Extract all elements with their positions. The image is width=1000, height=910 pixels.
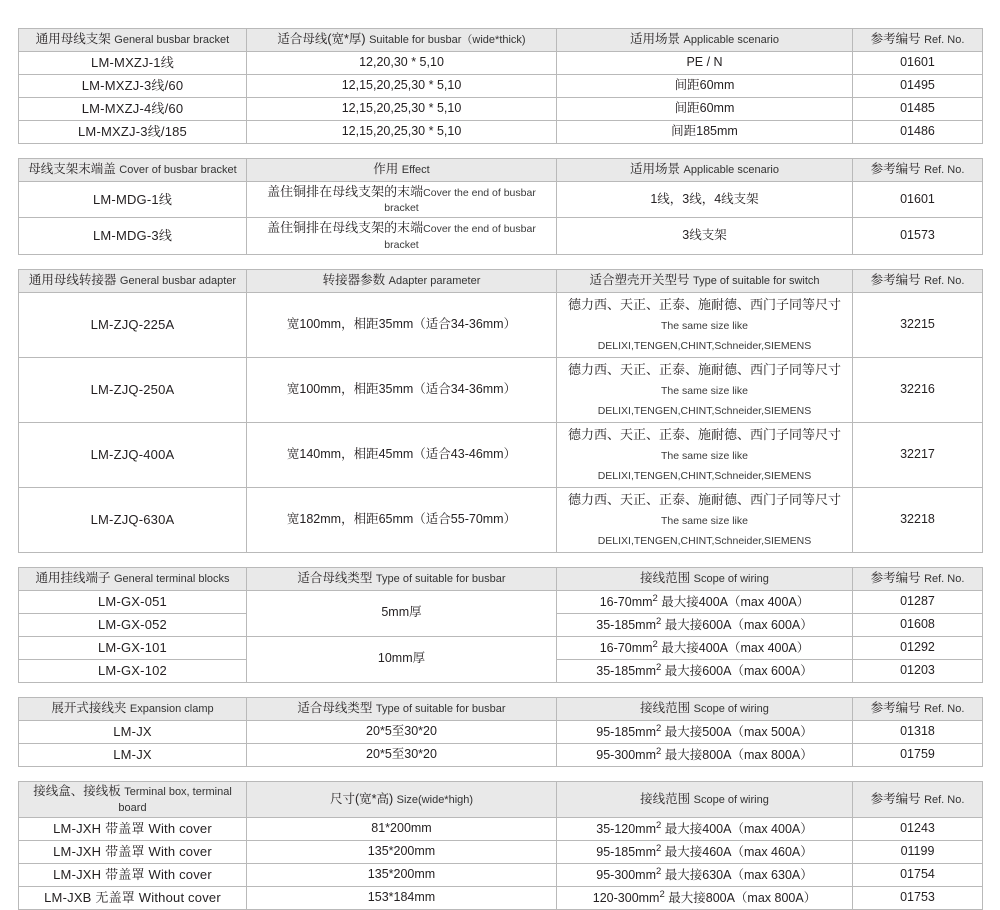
cell-scope: $120-300mm^2$ 最大接800A（max 800A） <box>557 887 853 910</box>
header-cell-ref: 参考编号 Ref. No. <box>853 269 983 292</box>
table-row <box>19 887 983 910</box>
table-row <box>19 720 983 743</box>
cell-model: LM-ZJQ-225A <box>19 292 247 357</box>
cell-model: LM-JXH 带盖罩 With cover <box>19 864 247 887</box>
header-cell-ref: 参考编号 Ref. No. <box>853 697 983 720</box>
cell-spec: 12,15,20,25,30 * 5,10 <box>247 98 557 121</box>
cell-ref: 01292 <box>853 636 983 659</box>
cell-ref: 01601 <box>853 52 983 75</box>
cell-model: LM-GX-052 <box>19 613 247 636</box>
cell-ref: 32215 <box>853 292 983 357</box>
table-general-busbar-bracket <box>18 28 983 144</box>
cell-scenario: 间距60mm <box>557 98 853 121</box>
header-cell-ref: 参考编号 Ref. No. <box>853 781 983 818</box>
table-row <box>19 218 983 254</box>
header-cell-size: 尺寸(宽*高) Size(wide*high) <box>247 781 557 818</box>
header-cell-scope: 接线范围 Scope of wiring <box>557 781 853 818</box>
cell-scenario: 3线支架 <box>557 218 853 254</box>
table-row <box>19 841 983 864</box>
section-gap <box>18 767 982 781</box>
cell-spec: 12,20,30 * 5,10 <box>247 52 557 75</box>
cell-ref: 01486 <box>853 121 983 144</box>
cell-scope: $35-120mm^2$ 最大接400A（max 400A） <box>557 818 853 841</box>
cell-ref: 01754 <box>853 864 983 887</box>
cell-scope: $35-185mm^2$ 最大接600A（max 600A） <box>557 613 853 636</box>
table-row <box>19 182 983 218</box>
cell-parameter: 宽100mm，相距35mm（适合34-36mm） <box>247 357 557 422</box>
header-cell-busbar-type: 适合母线类型 Type of suitable for busbar <box>247 567 557 590</box>
cell-size: 135*200mm <box>247 841 557 864</box>
cell-busbar-type: 10mm厚 <box>247 636 557 682</box>
table-row <box>19 743 983 766</box>
cell-model: LM-GX-051 <box>19 590 247 613</box>
header-cell-model: 展开式接线夹 Expansion clamp <box>19 697 247 720</box>
section-gap <box>18 553 982 567</box>
cell-scope: $95-300mm^2$ 最大接630A（max 630A） <box>557 864 853 887</box>
cell-spec: 12,15,20,25,30 * 5,10 <box>247 75 557 98</box>
cell-ref: 01243 <box>853 818 983 841</box>
table-header-row <box>19 697 983 720</box>
cell-model: LM-JXH 带盖罩 With cover <box>19 818 247 841</box>
section-gap <box>18 683 982 697</box>
cell-ref: 01203 <box>853 659 983 682</box>
header-cell-switch-type: 适合塑壳开关型号 Type of suitable for switch <box>557 269 853 292</box>
table-cover-of-busbar-bracket <box>18 158 983 255</box>
header-cell-ref: 参考编号 Ref. No. <box>853 159 983 182</box>
table-row <box>19 864 983 887</box>
cell-ref: 01573 <box>853 218 983 254</box>
table-row <box>19 487 983 552</box>
section-gap <box>18 144 982 158</box>
table-row <box>19 357 983 422</box>
cell-model: LM-MXZJ-3线/185 <box>19 121 247 144</box>
cell-size: 135*200mm <box>247 864 557 887</box>
cell-size: 81*200mm <box>247 818 557 841</box>
cell-busbar-type: 5mm厚 <box>247 590 557 636</box>
table-header-row <box>19 567 983 590</box>
cell-busbar-type: 20*5至30*20 <box>247 743 557 766</box>
cell-effect: 盖住铜排在母线支架的末端Cover the end of busbar bracket <box>247 182 557 218</box>
cell-ref: 32217 <box>853 422 983 487</box>
cell-switch-type: 德力西、天正、正泰、施耐德、西门子同等尺寸 The same size like DELIXI,TENGEN,CHINT,Schneider,SIEMENS <box>557 292 853 357</box>
header-cell-spec: 适合母线(宽*厚) Suitable for busbar（wide*thick) <box>247 29 557 52</box>
cell-ref: 01318 <box>853 720 983 743</box>
table-row <box>19 636 983 659</box>
table-row <box>19 818 983 841</box>
cell-model: LM-ZJQ-250A <box>19 357 247 422</box>
header-cell-parameter: 转接器参数 Adapter parameter <box>247 269 557 292</box>
cell-scenario: PE / N <box>557 52 853 75</box>
cell-model: LM-ZJQ-400A <box>19 422 247 487</box>
table-row <box>19 75 983 98</box>
cell-model: LM-JX <box>19 720 247 743</box>
cell-model: LM-JX <box>19 743 247 766</box>
cell-ref: 01608 <box>853 613 983 636</box>
cell-scope: $16-70mm^2$ 最大接400A（max 400A） <box>557 636 853 659</box>
cell-busbar-type: 20*5至30*20 <box>247 720 557 743</box>
cell-model: LM-MXZJ-1线 <box>19 52 247 75</box>
cell-ref: 01199 <box>853 841 983 864</box>
cell-model: LM-MDG-3线 <box>19 218 247 254</box>
cell-model: LM-GX-102 <box>19 659 247 682</box>
cell-switch-type: 德力西、天正、正泰、施耐德、西门子同等尺寸 The same size like DELIXI,TENGEN,CHINT,Schneider,SIEMENS <box>557 487 853 552</box>
cell-model: LM-ZJQ-630A <box>19 487 247 552</box>
table-general-terminal-blocks <box>18 567 983 683</box>
cell-ref: 32216 <box>853 357 983 422</box>
cell-scope: $35-185mm^2$ 最大接600A（max 600A） <box>557 659 853 682</box>
header-cell-model: 接线盒、接线板 Terminal box, terminal board <box>19 781 247 818</box>
table-general-busbar-adapter <box>18 269 983 553</box>
cell-switch-type: 德力西、天正、正泰、施耐德、西门子同等尺寸 The same size like DELIXI,TENGEN,CHINT,Schneider,SIEMENS <box>557 357 853 422</box>
header-cell-busbar-type: 适合母线类型 Type of suitable for busbar <box>247 697 557 720</box>
table-header-row <box>19 269 983 292</box>
table-header-row <box>19 29 983 52</box>
cell-parameter: 宽140mm，相距45mm（适合43-46mm） <box>247 422 557 487</box>
cell-ref: 01485 <box>853 98 983 121</box>
cell-scenario: 1线，3线，4线支架 <box>557 182 853 218</box>
header-cell-ref: 参考编号 Ref. No. <box>853 567 983 590</box>
table-row <box>19 292 983 357</box>
cell-ref: 32218 <box>853 487 983 552</box>
header-cell-model: 通用母线支架 General busbar bracket <box>19 29 247 52</box>
table-row <box>19 52 983 75</box>
cell-spec: 12,15,20,25,30 * 5,10 <box>247 121 557 144</box>
cell-ref: 01753 <box>853 887 983 910</box>
header-cell-model: 通用母线转接器 General busbar adapter <box>19 269 247 292</box>
cell-scope: $95-185mm^2$ 最大接460A（max 460A） <box>557 841 853 864</box>
header-cell-scenario: 适用场景 Applicable scenario <box>557 29 853 52</box>
cell-scope: $16-70mm^2$ 最大接400A（max 400A） <box>557 590 853 613</box>
cell-scenario: 间距60mm <box>557 75 853 98</box>
cell-model: LM-JXH 带盖罩 With cover <box>19 841 247 864</box>
table-terminal-box-board <box>18 781 983 910</box>
cell-scope: $95-185mm^2$ 最大接500A（max 500A） <box>557 720 853 743</box>
header-cell-model: 通用挂线端子 General terminal blocks <box>19 567 247 590</box>
cell-scope: $95-300mm^2$ 最大接800A（max 800A） <box>557 743 853 766</box>
cell-model: LM-GX-101 <box>19 636 247 659</box>
cell-scenario: 间距185mm <box>557 121 853 144</box>
spec-sheet <box>18 28 982 910</box>
table-row <box>19 121 983 144</box>
table-expansion-clamp <box>18 697 983 767</box>
table-row <box>19 590 983 613</box>
cell-ref: 01759 <box>853 743 983 766</box>
cell-ref: 01287 <box>853 590 983 613</box>
section-gap <box>18 255 982 269</box>
cell-parameter: 宽182mm，相距65mm（适合55-70mm） <box>247 487 557 552</box>
header-cell-ref: 参考编号 Ref. No. <box>853 29 983 52</box>
header-cell-scenario: 适用场景 Applicable scenario <box>557 159 853 182</box>
header-cell-scope: 接线范围 Scope of wiring <box>557 697 853 720</box>
cell-model: LM-MDG-1线 <box>19 182 247 218</box>
cell-switch-type: 德力西、天正、正泰、施耐德、西门子同等尺寸 The same size like DELIXI,TENGEN,CHINT,Schneider,SIEMENS <box>557 422 853 487</box>
cell-effect: 盖住铜排在母线支架的末端Cover the end of busbar bracket <box>247 218 557 254</box>
cell-ref: 01495 <box>853 75 983 98</box>
header-cell-effect: 作用 Effect <box>247 159 557 182</box>
table-row <box>19 422 983 487</box>
header-cell-model: 母线支架末端盖 Cover of busbar bracket <box>19 159 247 182</box>
cell-model: LM-MXZJ-4线/60 <box>19 98 247 121</box>
cell-parameter: 宽100mm，相距35mm（适合34-36mm） <box>247 292 557 357</box>
table-row <box>19 98 983 121</box>
table-header-row <box>19 159 983 182</box>
cell-ref: 01601 <box>853 182 983 218</box>
cell-model: LM-JXB 无盖罩 Without cover <box>19 887 247 910</box>
header-cell-scope: 接线范围 Scope of wiring <box>557 567 853 590</box>
cell-size: 153*184mm <box>247 887 557 910</box>
cell-model: LM-MXZJ-3线/60 <box>19 75 247 98</box>
